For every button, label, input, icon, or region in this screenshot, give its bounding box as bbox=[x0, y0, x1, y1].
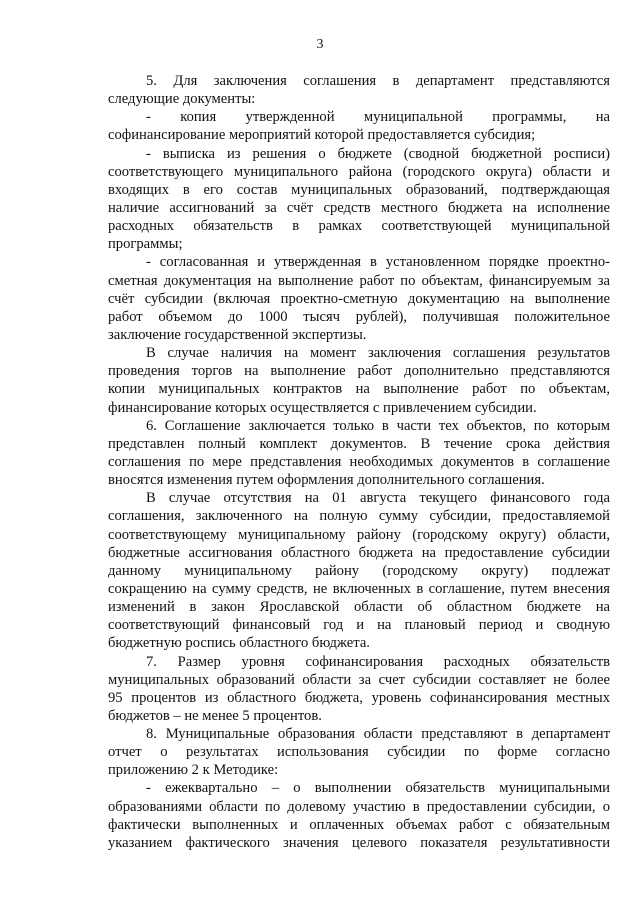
text-line: соглашения, заключенного на полную сумму субсидии, предоставляемой bbox=[108, 508, 610, 525]
text-line: фактически выполненных и оплаченных объемах работ с обязательным bbox=[108, 816, 610, 833]
text-line: 5. Для заключения соглашения в департамент представляются bbox=[146, 73, 610, 89]
text-line: софинансирование мероприятий которой предоставляется субсидия; bbox=[108, 127, 536, 144]
text-line: бюджетную роспись областного бюджета. bbox=[108, 635, 370, 652]
text-line: - согласованная и утвержденная в установленном порядке проектно- bbox=[146, 254, 610, 271]
text-line: бюджетов – не менее 5 процентов. bbox=[108, 707, 322, 724]
text-line: соответствующему муниципальному району (городскому округу) области, bbox=[108, 526, 610, 543]
text-line: 7. Размер уровня софинансирования расходных обязательств bbox=[146, 653, 610, 670]
text-line: копии муниципальных контрактов на выполнение работ по объектам, bbox=[108, 381, 610, 398]
text-line: сокращению на сумму средств, не включенных в соглашение, путем внесения bbox=[108, 580, 610, 597]
text-line: заключение государственной экспертизы. bbox=[108, 326, 367, 343]
text-line: образованиями области по долевому участию в предоставлении субсидии, о bbox=[108, 798, 610, 815]
text-line: представлен полный комплект документов. В течение срока действия bbox=[108, 435, 610, 452]
text-line: соглашения по мере представления необходимых документов в соглашение bbox=[108, 453, 610, 470]
text-line: - копия утвержденной муниципальной программы, на bbox=[146, 109, 610, 126]
text-line: - ежеквартально – о выполнении обязательств муниципальными bbox=[146, 780, 610, 797]
text-line: указанием фактического значения целевого показателя результативности bbox=[108, 834, 610, 851]
text-line: приложению 2 к Методике: bbox=[108, 762, 279, 779]
text-line: счёт субсидии (включая проектно-сметную документацию на выполнение bbox=[108, 290, 610, 307]
text-line: 8. Муниципальные образования области представляют в департамент bbox=[146, 726, 610, 743]
text-line: 95 процентов из областного бюджета, уровень софинансирования местных bbox=[108, 689, 610, 706]
text-line: входящих в его состав муниципальных образований, подтверждающая bbox=[108, 181, 610, 198]
text-line: следующие документы: bbox=[108, 91, 256, 108]
text-line: бюджетные ассигнования областного бюджета на предоставление субсидии bbox=[108, 544, 610, 561]
text-line: изменений в закон Ярославской области об областном бюджете на bbox=[108, 599, 610, 616]
text-line: вносятся изменения путем оформления дополнительного соглашения. bbox=[108, 472, 545, 489]
text-line: сметная документация на выполнение работ по объектам, финансируемым за bbox=[108, 272, 610, 289]
document-body bbox=[108, 72, 610, 852]
text-line: программы; bbox=[108, 236, 183, 253]
text-line: отчет о результатах использования субсидии по форме согласно bbox=[108, 744, 610, 761]
text-line: соответствующего муниципального района (городского округа) области и bbox=[108, 163, 610, 180]
text-line: соответствующий финансовый год и на плановый период и сводную bbox=[108, 617, 610, 634]
text-line: 6. Соглашение заключается только в части тех объектов, по которым bbox=[146, 417, 610, 434]
text-line: расходных обязательств в рамках соответствующей муниципальной bbox=[108, 218, 610, 235]
text-line: муниципальных образований области за счет субсидии составляет не более bbox=[108, 671, 610, 688]
text-line: проведения торгов на выполнение работ дополнительно представляются bbox=[108, 363, 610, 380]
text-line: В случае отсутствия на 01 августа текущего финансового года bbox=[146, 490, 610, 507]
text-line: - выписка из решения о бюджете (сводной бюджетной росписи) bbox=[146, 145, 610, 162]
text-line: наличие ассигнований за счёт средств местного бюджета на исполнение bbox=[108, 199, 610, 216]
text-line: данному муниципальному району (городскому округу) подлежат bbox=[108, 562, 610, 579]
text-line: В случае наличия на момент заключения соглашения результатов bbox=[146, 345, 610, 362]
text-line: работ объемом до 1000 тысяч рублей), получившая положительное bbox=[108, 308, 610, 325]
page-number: 3 bbox=[316, 37, 324, 52]
text-line: финансирование которых осуществляется с привлечением субсидии. bbox=[108, 399, 537, 416]
